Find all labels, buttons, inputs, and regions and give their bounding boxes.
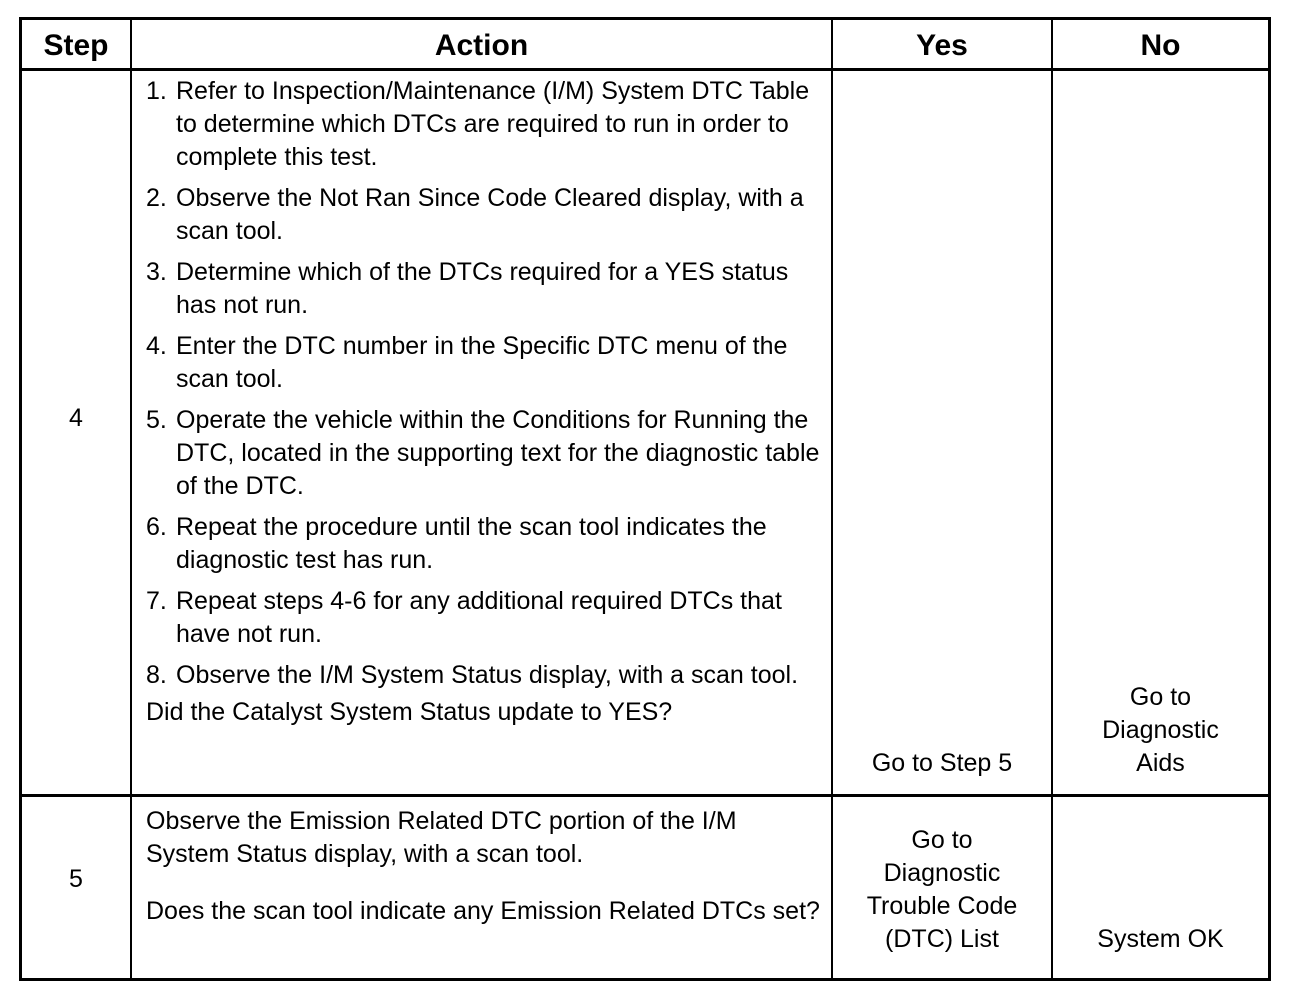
yes-cell: [833, 71, 1053, 794]
action-item: [146, 585, 821, 651]
action-item-text: Repeat steps 4-6 for any additional required DTCs that have not run.: [176, 587, 782, 648]
no-outcome: System OK: [1097, 925, 1224, 953]
header-no: No: [1140, 29, 1181, 62]
no-outcome-line: Diagnostic: [1102, 716, 1219, 744]
action-item-number: 2.: [146, 184, 167, 212]
yes-outcome-line: Trouble Code: [866, 892, 1018, 920]
header-yes-cell: [833, 20, 1053, 68]
no-cell: [1053, 71, 1268, 794]
yes-cell: [833, 797, 1053, 981]
action-item-number: 5.: [146, 406, 167, 434]
action-block: [132, 797, 831, 928]
header-action-cell: [132, 20, 833, 68]
action-item-number: 7.: [146, 587, 167, 615]
action-item-number: 6.: [146, 513, 167, 541]
diagnostic-table: [19, 17, 1271, 981]
no-outcome: [1053, 681, 1268, 780]
no-outcome-line: Aids: [1136, 749, 1185, 777]
no-cell: [1053, 797, 1268, 981]
yes-outcome: [833, 824, 1051, 956]
action-item-text: Enter the DTC number in the Specific DTC menu of the scan tool.: [176, 332, 788, 393]
action-item-number: 1.: [146, 77, 167, 105]
step-cell: [22, 797, 132, 981]
no-outcome-line: Go to: [1129, 683, 1192, 711]
action-item-text: Observe the I/M System Status display, with a scan tool.: [176, 661, 799, 689]
yes-outcome: Go to Step 5: [871, 749, 1013, 777]
action-item-number: 4.: [146, 332, 167, 360]
action-item: [146, 511, 821, 577]
yes-outcome-line: (DTC) List: [885, 925, 999, 953]
action-cell: [132, 71, 833, 794]
action-list: [132, 71, 831, 692]
action-item: [146, 404, 821, 503]
step-cell: [22, 71, 132, 794]
table-row-step-5: [22, 797, 1268, 981]
header-action: Action: [434, 29, 529, 62]
action-item: [146, 256, 821, 322]
action-item: [146, 182, 821, 248]
header-yes: Yes: [916, 29, 968, 62]
action-item: [146, 75, 821, 174]
table-header-row: [22, 20, 1268, 71]
table-row-step-4: [22, 71, 1268, 797]
header-no-cell: [1053, 20, 1268, 68]
step-question: Does the scan tool indicate any Emission Related DTCs set?: [146, 897, 820, 925]
step-number: 4: [69, 404, 83, 432]
action-item: [146, 659, 821, 692]
yes-outcome-line: Go to: [911, 826, 973, 854]
step-question: Did the Catalyst System Status update to YES?: [146, 698, 673, 726]
header-step-cell: [22, 20, 132, 68]
header-step: Step: [43, 29, 109, 62]
action-item-text: Refer to Inspection/Maintenance (I/M) System DTC Table to determine which DTCs are required to run in order to complete this test.: [176, 77, 810, 171]
yes-outcome-line: Diagnostic: [883, 859, 1001, 887]
action-item-number: 3.: [146, 258, 167, 286]
action-cell: [132, 797, 833, 981]
action-item-text: Determine which of the DTCs required for a YES status has not run.: [176, 258, 789, 319]
step-number: 5: [69, 865, 83, 893]
action-item-text: Repeat the procedure until the scan tool indicates the diagnostic test has run.: [176, 513, 767, 574]
action-item-text: Operate the vehicle within the Conditions for Running the DTC, located in the supporting text for the diagnostic table of the DTC.: [176, 406, 820, 500]
action-item-text: Observe the Not Ran Since Code Cleared display, with a scan tool.: [176, 184, 804, 245]
action-item-number: 8.: [146, 661, 167, 689]
action-item: [146, 330, 821, 396]
action-text: Observe the Emission Related DTC portion of the I/M System Status display, with a scan tool.: [146, 807, 737, 868]
